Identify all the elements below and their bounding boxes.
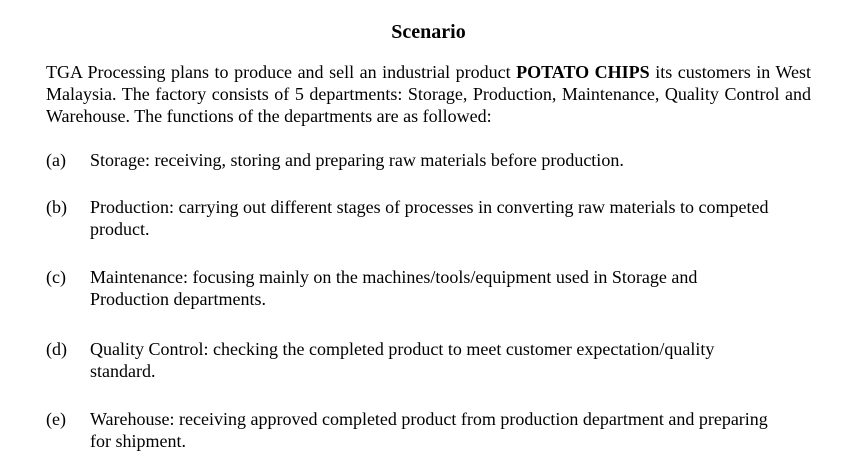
list-item-text: Storage: receiving, storing and preparing raw materials before production. xyxy=(90,150,624,170)
list-item-text: Warehouse: receiving approved completed product from production department and preparing for shipment. xyxy=(90,409,768,451)
list-item-text: Maintenance: focusing mainly on the machines/tools/equipment used in Storage and Production departments. xyxy=(90,267,698,309)
list-marker: (d) xyxy=(46,339,67,359)
list-marker: (a) xyxy=(46,150,66,170)
list-marker: (e) xyxy=(46,409,66,429)
list-marker: (b) xyxy=(46,197,67,217)
product-name: POTATO CHIPS xyxy=(516,62,650,82)
list-item-text: Production: carrying out different stages of processes in converting raw materials to competed product. xyxy=(90,197,769,239)
list-marker: (c) xyxy=(46,267,66,287)
intro-text-before: TGA Processing plans to produce and sell an industrial product xyxy=(46,62,517,82)
page-title: Scenario xyxy=(391,21,466,43)
list-item-text: Quality Control: checking the completed product to meet customer expectation/quality standard. xyxy=(90,339,715,381)
intro-text-after: its customers in West Malaysia. The factory consists of 5 departments: Storage, Production, Maintenance, Quality Control and Warehouse. The functions of the departments are as followed: xyxy=(46,62,811,126)
intro-paragraph xyxy=(46,61,811,127)
